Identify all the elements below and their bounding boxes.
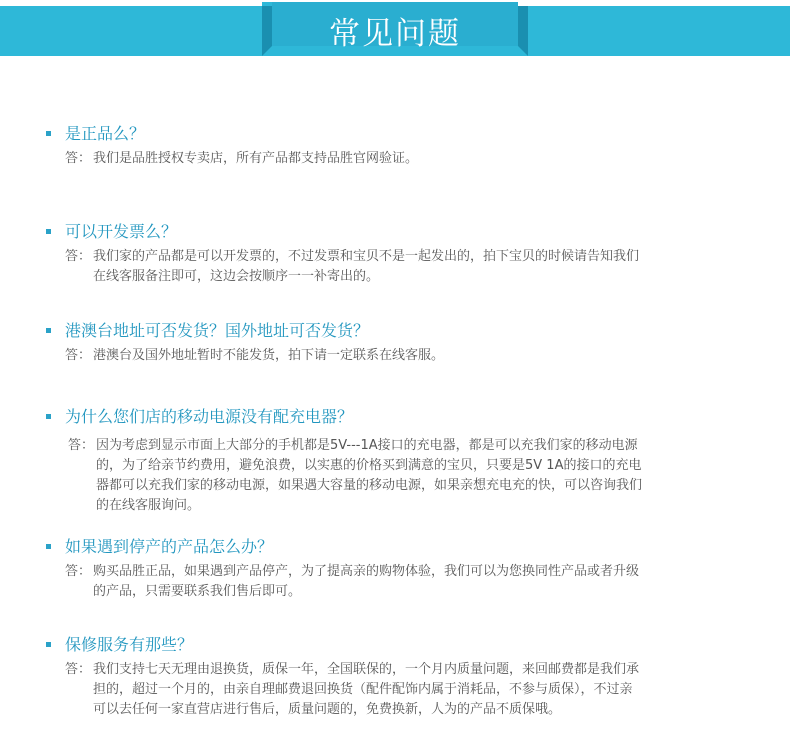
faq-answer-line: 器都可以充我们家的移动电源，如果遇大容量的移动电源，如果亲想充电充的快，可以咨询我们 <box>96 478 643 493</box>
faq-answer-line: 我们是品胜授权专卖店，所有产品都支持品胜官网验证。 <box>93 151 419 166</box>
faq-answer-line: 购买品胜正品，如果遇到产品停产，为了提高亲的购物体验，我们可以为您换同性产品或者升级 <box>93 564 640 579</box>
bullet-icon <box>46 229 51 234</box>
faq-answer-line: 的，为了给亲节约费用，避免浪费，以实惠的价格买到满意的宝贝，只要是5V 1A的接口的充电 <box>96 458 642 473</box>
faq-item <box>0 536 790 599</box>
faq-answer-line: 我们家的产品都是可以开发票的，不过发票和宝贝不是一起发出的，拍下宝贝的时候请告知我们 <box>93 249 640 264</box>
faq-answer-line: 的在线客服询问。 <box>96 498 201 513</box>
faq-answer-line: 担的，超过一个月的，由亲自理邮费退回换货（配件配饰内属于消耗品，不参与质保），不过亲 <box>93 682 633 697</box>
faq-item <box>0 320 790 363</box>
bullet-icon <box>46 131 51 136</box>
bullet-icon <box>46 414 51 419</box>
faq-answer-line: 的产品，只需要联系我们售后即可。 <box>93 584 302 599</box>
faq-question: 保修服务有那些？ <box>65 635 194 654</box>
header-banner <box>0 2 790 58</box>
faq-item <box>0 123 790 166</box>
answer-prefix: 答： <box>65 151 92 166</box>
faq-question: 港澳台地址可否发货？国外地址可否发货？ <box>65 321 370 340</box>
answer-prefix: 答： <box>65 348 92 363</box>
answer-prefix: 答： <box>65 564 92 579</box>
page-title: 常见问题 <box>329 16 461 52</box>
faq-item <box>0 406 790 513</box>
faq-question: 为什么您们店的移动电源没有配充电器？ <box>65 407 354 426</box>
answer-prefix: 答： <box>65 249 92 264</box>
faq-answer-line: 因为考虑到显示市面上大部分的手机都是5V---1A接口的充电器，都是可以充我们家的移动电源 <box>96 438 638 453</box>
answer-prefix: 答： <box>65 662 92 677</box>
bullet-icon <box>46 544 51 549</box>
faq-answer-line: 在线客服备注即可，这边会按顺序一一补寄出的。 <box>93 269 380 284</box>
faq-question: 是正品么？ <box>65 124 146 143</box>
faq-answer-line: 港澳台及国外地址暂时不能发货，拍下请一定联系在线客服。 <box>93 348 445 363</box>
faq-item <box>0 221 790 284</box>
answer-prefix: 答： <box>68 438 95 453</box>
bullet-icon <box>46 328 51 333</box>
faq-answer-line: 可以去任何一家直营店进行售后，质量问题的，免费换新，人为的产品不质保哦。 <box>93 702 562 717</box>
bullet-icon <box>46 642 51 647</box>
faq-question: 可以开发票么？ <box>65 222 178 241</box>
faq-answer-line: 我们支持七天无理由退换货，质保一年，全国联保的，一个月内质量问题，来回邮费都是我们承 <box>93 662 640 677</box>
faq-item <box>0 634 790 717</box>
faq-question: 如果遇到停产的产品怎么办？ <box>65 537 274 556</box>
